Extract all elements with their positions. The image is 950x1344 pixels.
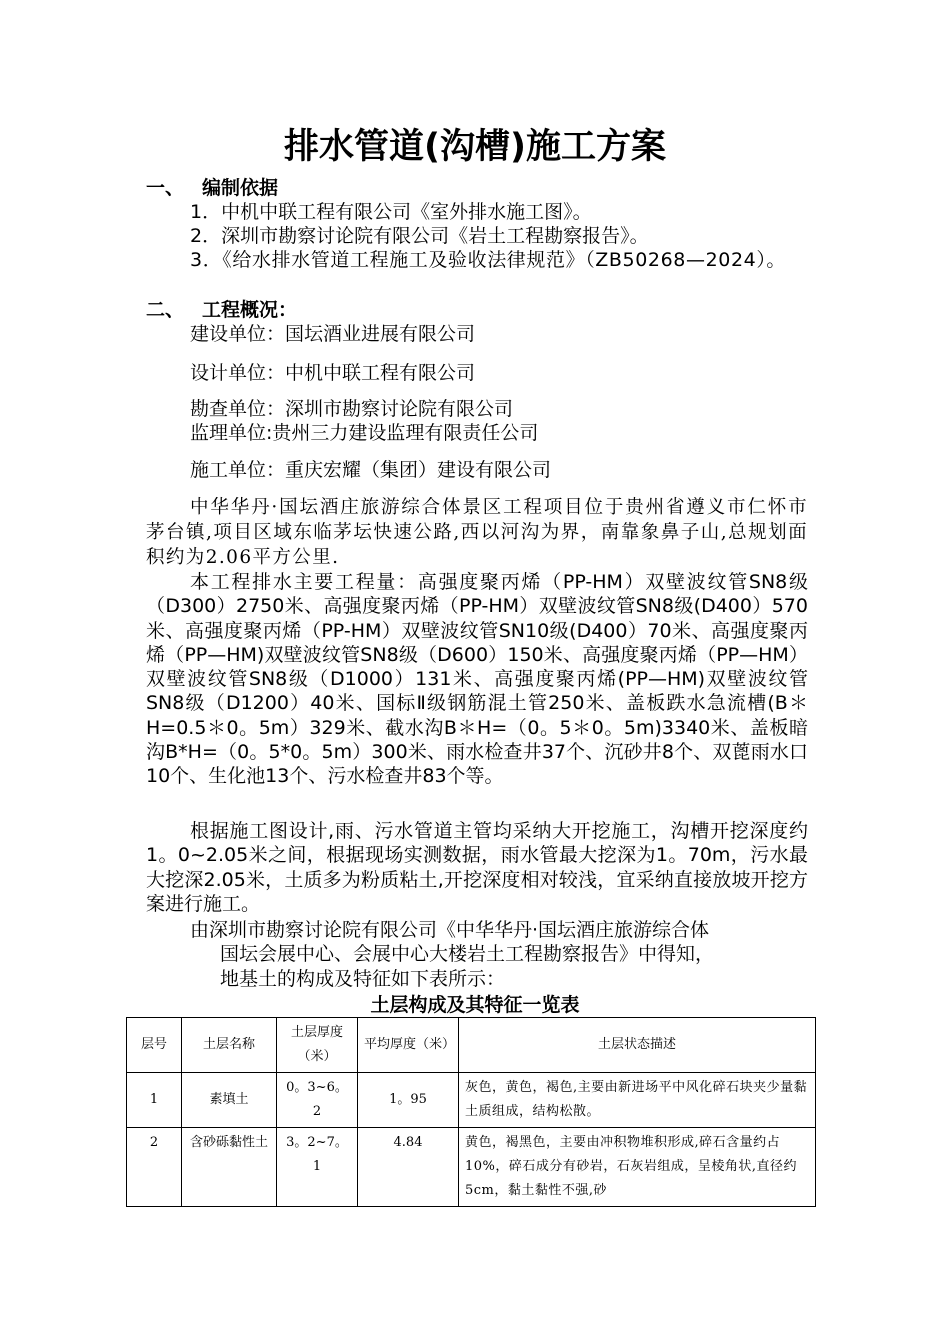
section-2-heading	[146, 298, 297, 322]
header-layer-description: 土层状态描述	[459, 1018, 816, 1073]
basis-item-2: 2．深圳市勘察讨论院有限公司《岩土工程勘察报告》。	[190, 225, 649, 247]
header-layer-name: 土层名称	[182, 1018, 277, 1073]
layer-name: 含砂砾黏性土	[182, 1128, 277, 1207]
quantities-paragraph: 本工程排水主要工程量：高强度聚丙烯（PP-HM）双壁波纹管SN8级（D300）2750米、高强度聚丙烯（PP-HM）双壁波纹管SN8级(D400）570米、高强度聚丙烯（PP-HM）双壁波纹管SN10级(D400）70米、高强度聚丙烯（PP—HM)双壁波纹管SN8级（D600）150米、高强度聚丙烯（PP—HM）双壁波纹管SN8级（D1000）131米、高强度聚丙烯(PP—HM)双壁波纹管SN8级（D1200）40米、国标Ⅱ级钢筋混土管250米、盖板跌水急流槽(B＊H=0.5＊0。5m）329米、截水沟B＊H=（0。5＊0。5m)3340米、盖板暗沟B*H=（0。5*0。5m）300米、雨水检查井37个、沉砂井8个、双蓖雨水口10个、生化池13个、污水检查井83个等。	[146, 571, 808, 788]
table-header-row	[127, 1018, 816, 1073]
report-reference-line-1: 由深圳市勘察讨论院有限公司《中华华丹·国坛酒庄旅游综合体	[190, 919, 710, 941]
excavation-paragraph: 根据施工图设计,雨、污水管道主管均采纳大开挖施工，沟槽开挖深度约1。0~2.05米之间，根据现场实测数据，雨水管最大挖深为1。70m，污水最大挖深2.05米，土质多为粉质粘土,开挖深度相对较浅，宜采纳直接放坡开挖方案进行施工。	[146, 820, 808, 915]
layer-average: 4.84	[358, 1128, 459, 1207]
basis-item-1: 1．中机中联工程有限公司《室外排水施工图》。	[190, 201, 592, 223]
supervision-unit: 监理单位:贵州三力建设监理有限责任公司	[190, 422, 539, 444]
layer-no: 2	[127, 1128, 182, 1207]
survey-unit: 勘查单位：深圳市勘察讨论院有限公司	[190, 398, 514, 420]
layer-name: 素填土	[182, 1073, 277, 1128]
basis-item-3: 3．《给水排水管道工程施工及验收法律规范》（ZB50268—2024）。	[190, 249, 787, 271]
header-average-thickness: 平均厚度（米）	[358, 1018, 459, 1073]
report-reference-line-2: 国坛会展中心、会展中心大楼岩土工程勘察报告》中得知，	[220, 943, 715, 965]
section-1-number: 一、	[146, 177, 185, 199]
layer-description: 灰色，黄色，褐色,主要由新进场平中风化碎石块夹少量黏土质组成，结构松散。	[459, 1073, 816, 1128]
project-location-paragraph: 中华华丹·国坛酒庄旅游综合体景区工程项目位于贵州省遵义市仁怀市茅台镇,项目区域东临茅坛快速公路,西以河沟为界，南靠象鼻子山,总规划面积约为2.06平方公里.	[146, 497, 808, 568]
section-1-title: 编制依据	[202, 177, 279, 199]
section-1-heading	[146, 176, 278, 200]
design-unit: 设计单位：中机中联工程有限公司	[190, 362, 476, 384]
contractor-unit: 施工单位：重庆宏耀（集团）建设有限公司	[190, 459, 552, 481]
header-layer-thickness: 土层厚度（米）	[277, 1018, 358, 1073]
layer-average: 1。95	[358, 1073, 459, 1128]
soil-layer-table	[126, 1017, 816, 1207]
layer-thickness: 3。2~7。1	[277, 1128, 358, 1207]
header-layer-no: 层号	[127, 1018, 182, 1073]
construction-owner: 建设单位：国坛酒业进展有限公司	[190, 323, 476, 345]
section-2-number: 二、	[146, 299, 185, 321]
layer-description: 黄色，褐黑色，主要由冲积物堆积形成,碎石含量约占10%，碎石成分有砂岩，石灰岩组成，呈棱角状,直径约5cm，黏土黏性不强,砂	[459, 1128, 816, 1207]
report-reference-line-3: 地基土的构成及特征如下表所示：	[220, 968, 506, 990]
table-caption: 土层构成及其特征一览表	[370, 994, 580, 1016]
section-2-title: 工程概况：	[202, 299, 298, 321]
table-row	[127, 1073, 816, 1128]
layer-no: 1	[127, 1073, 182, 1128]
document-title: 排水管道(沟槽)施工方案	[284, 127, 666, 167]
table-row	[127, 1128, 816, 1207]
layer-thickness: 0。3~6。2	[277, 1073, 358, 1128]
